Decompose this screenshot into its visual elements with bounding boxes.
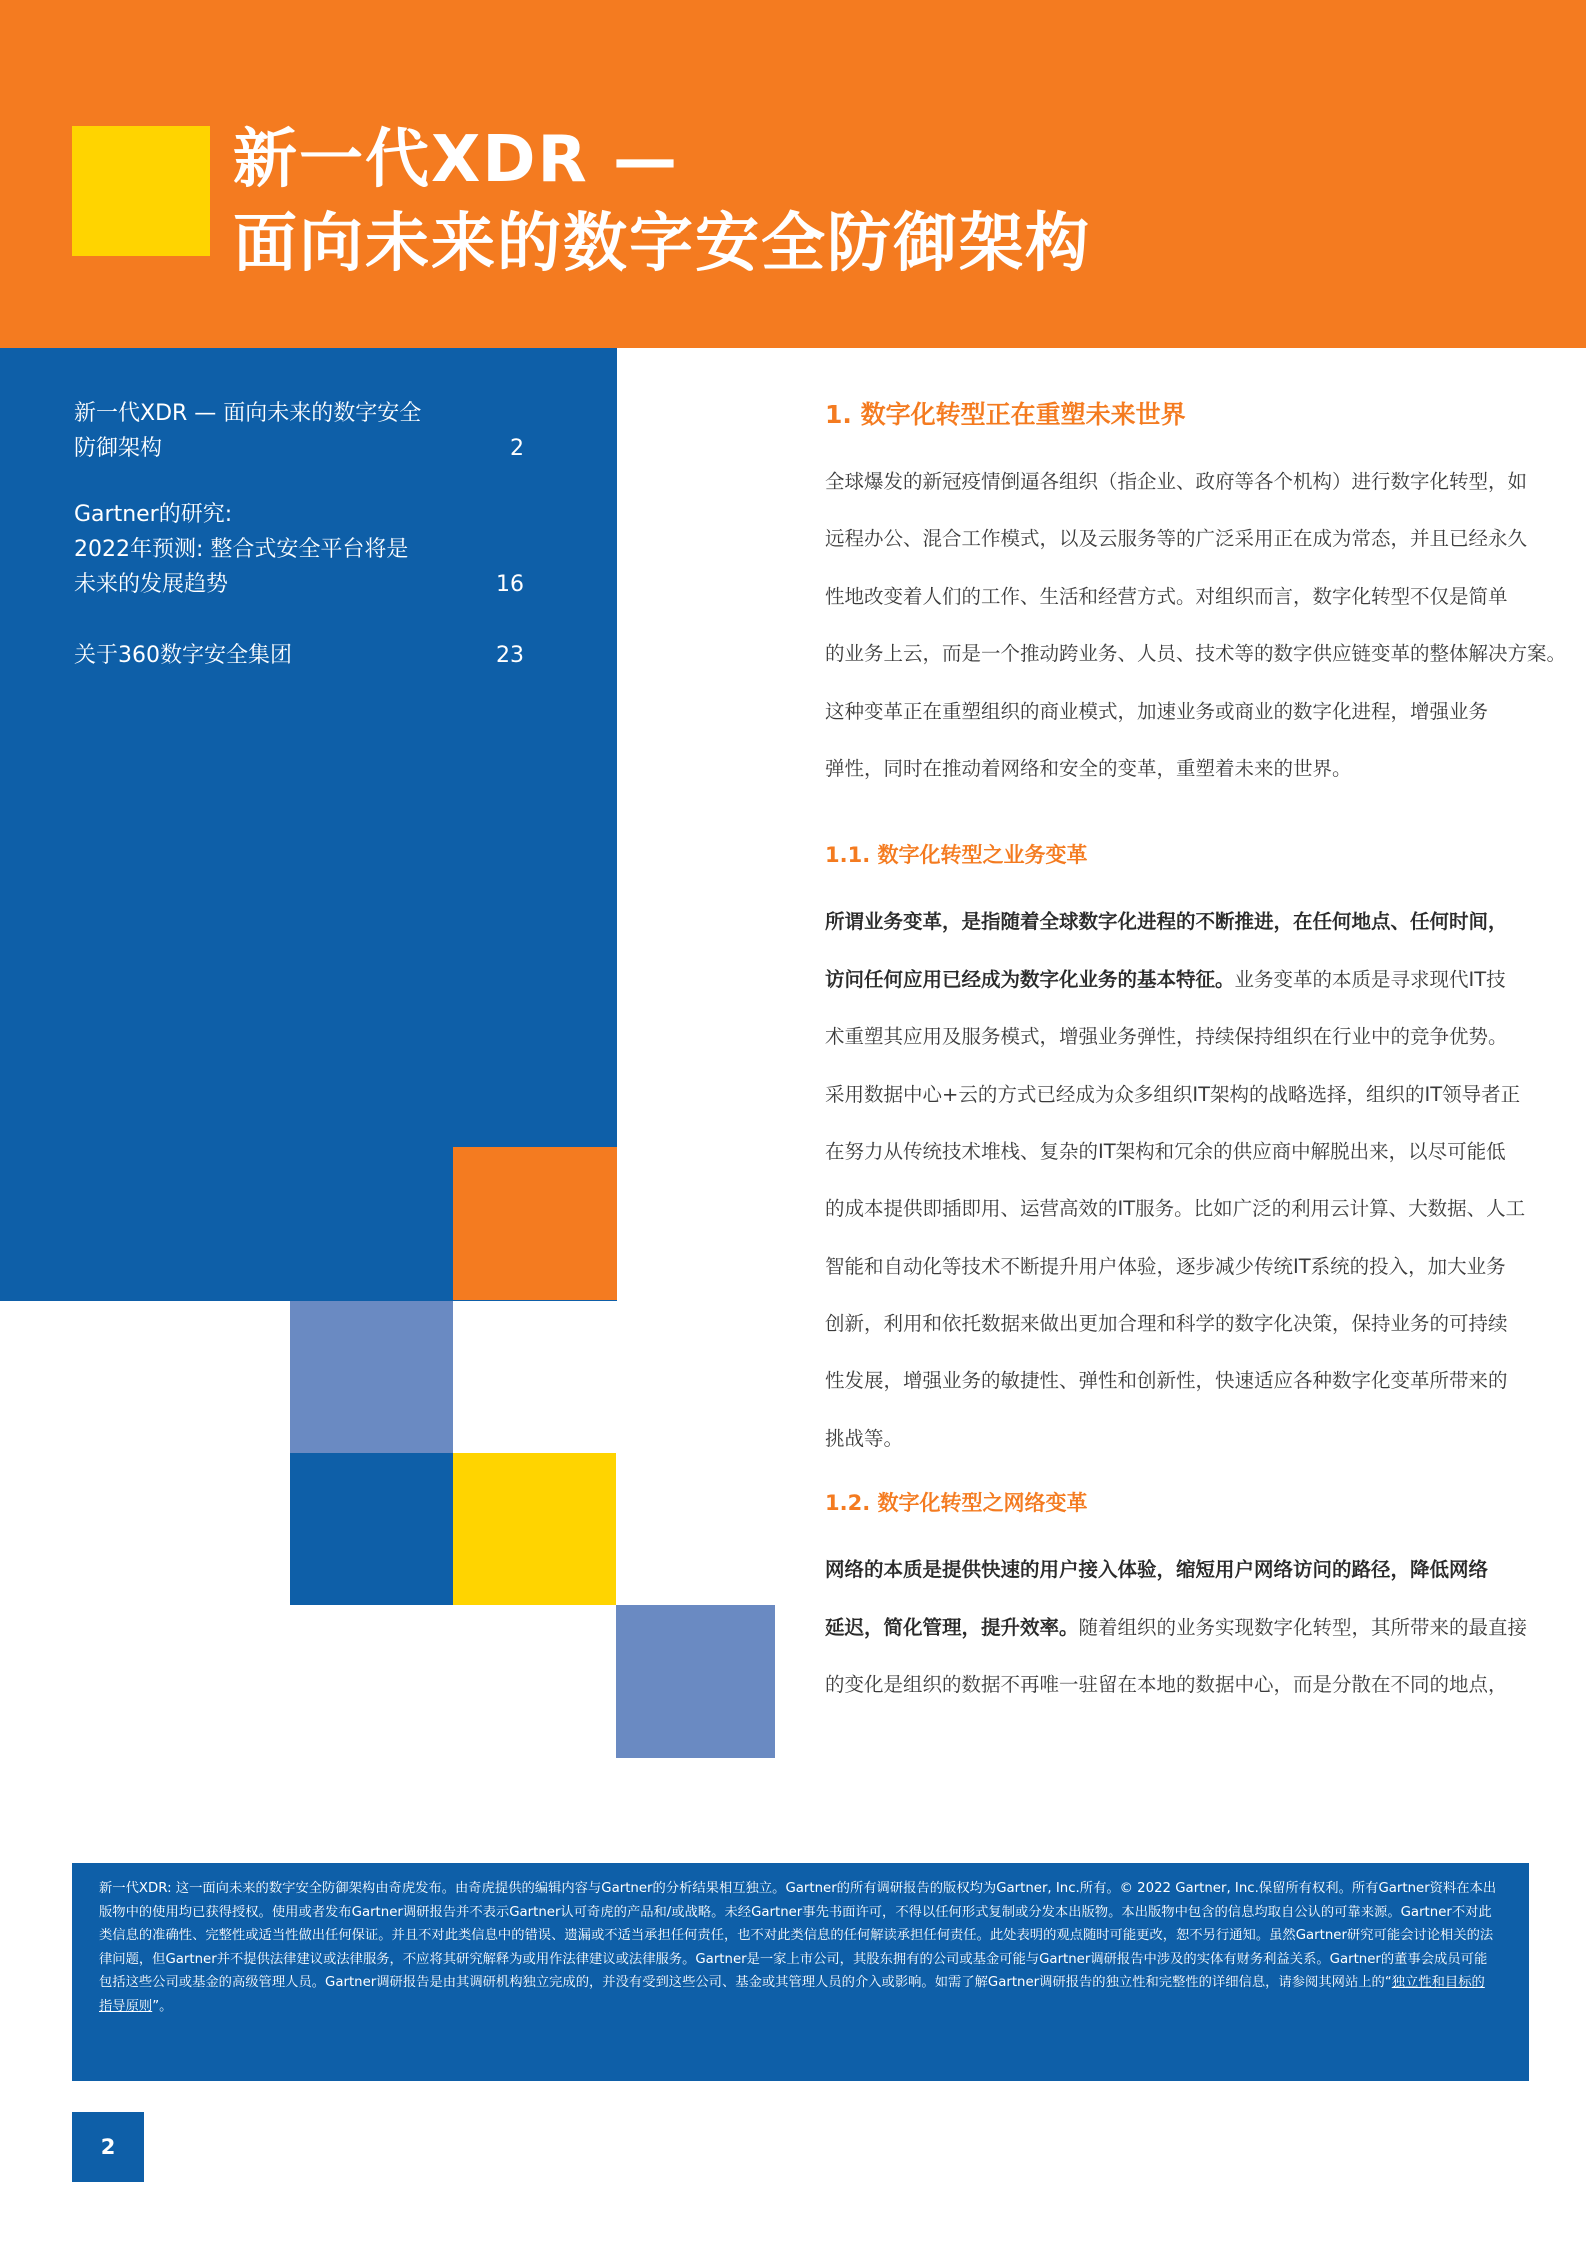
bold-lead: 访问任何应用已经成为数字化业务的基本特征。 <box>825 967 1235 991</box>
text-line: 挑战等。 <box>825 1426 904 1450</box>
decor-square-light-blue <box>290 1301 453 1453</box>
text-line: 采用数据中心+云的方式已经成为众多组织IT架构的战略选择，组织的IT领导者正 <box>825 1082 1521 1106</box>
text-line <box>825 893 1530 950</box>
subsection-heading: 1.1. 数字化转型之业务变革 <box>825 843 1088 868</box>
disclaimer-line <box>99 1995 1501 2019</box>
disclaimer-box <box>72 1863 1529 2081</box>
title-line-1: 新一代XDR — <box>233 123 680 197</box>
section-paragraph <box>825 1541 1530 1713</box>
subsection-heading: 1.2. 数字化转型之网络变革 <box>825 1491 1088 1516</box>
text-line <box>825 1599 1530 1656</box>
page-title <box>233 118 1091 286</box>
section-paragraph <box>825 453 1567 797</box>
toc-entry-text: 新一代XDR — 面向未来的数字安全 <box>74 401 422 426</box>
disclaimer-text: 包括这些公司或基金的高级管理人员。Gartner调研报告是由其调研机构独立完成的，并没有受到这些公司、基金或其管理人员的介入或影响。如需了解Gartner调研报告的独立性和完整性的详细信息，请参阅其网站上的“ <box>99 1975 1392 1990</box>
bold-lead: 延迟，简化管理，提升效率。 <box>825 1615 1079 1639</box>
toc-page-number: 23 <box>496 643 524 668</box>
toc-entry-about[interactable] <box>74 638 524 673</box>
text-line: 智能和自动化等技术不断提升用户体验，逐步减少传统IT系统的投入，加大业务 <box>825 1254 1506 1278</box>
text-line: 术重塑其应用及服务模式，增强业务弹性，持续保持组织在行业中的竞争优势。 <box>825 1025 1508 1049</box>
disclaimer-line: 律问题，但Gartner并不提供法律建议或法律服务，不应将其研究解释为或用作法律建议或法律服务。Gartner是一家上市公司，其股东拥有的公司或基金可能与Gartner调研报告中涉及的实体有财务利益关系。Gartner的董事会成员可能 <box>99 1951 1488 1967</box>
text-line: 在努力从传统技术堆栈、复杂的IT架构和冗余的供应商中解脱出来，以尽可能低 <box>825 1139 1506 1163</box>
decor-square-yellow <box>453 1453 616 1605</box>
text-line: 弹性，同时在推动着网络和安全的变革，重塑着未来的世界。 <box>825 756 1352 780</box>
main-content <box>825 395 1567 1713</box>
text-line: 的业务上云，而是一个推动跨业务、人员、技术等的数字供应链变革的整体解决方案。 <box>825 642 1567 666</box>
bold-lead: 网络的本质是提供快速的用户接入体验，缩短用户网络访问的路径，降低网络 <box>825 1558 1489 1582</box>
text-line: 性地改变着人们的工作、生活和经营方式。对组织而言，数字化转型不仅是简单 <box>825 584 1508 608</box>
disclaimer-line: 类信息的准确性、完整性或适当性做出任何保证。并且不对此类信息中的错误、遗漏或不适当承担任何责任，也不对此类信息的任何解读承担任何责任。此处表明的观点随时可能更改，恕不另行通知。虽然Gartner研究可能会讨论相关的法 <box>99 1928 1494 1943</box>
text-line: 创新，利用和依托数据来做出更加合理和科学的数字化决策，保持业务的可持续 <box>825 1312 1508 1336</box>
text-line <box>825 951 1530 1008</box>
decor-square-blue <box>290 1453 453 1605</box>
disclaimer-line: 新一代XDR: 这一面向未来的数字安全防御架构由奇虎发布。由奇虎提供的编辑内容与Gartner的分析结果相互独立。Gartner的所有调研报告的版权均为Gartner, Inc.所有。© 2022 Gartner, Inc.保留所有权利。所有Gartner资料在本出 <box>99 1881 1497 1896</box>
text-line: 的成本提供即插即用、运营高效的IT服务。比如广泛的利用云计算、大数据、人工 <box>825 1197 1526 1221</box>
text-line: 全球爆发的新冠疫情倒逼各组织（指企业、政府等各个机构）进行数字化转型，如 <box>825 470 1528 493</box>
text-line: 远程办公、混合工作模式，以及云服务等的广泛采用正在成为常态，并且已经永久 <box>825 527 1528 551</box>
toc-entry-xdr[interactable] <box>74 396 524 466</box>
toc-entry-text: 未来的发展趋势 <box>74 572 229 597</box>
toc-entry-text: Gartner的研究: <box>74 502 233 527</box>
text-run: 业务变革的本质是寻求现代IT技 <box>1234 967 1506 991</box>
section-paragraph <box>825 893 1530 1467</box>
text-line: 性发展，增强业务的敏捷性、弹性和创新性，快速适应各种数字化变革所带来的 <box>825 1369 1508 1393</box>
toc-entry-text: 2022年预测: 整合式安全平台将是 <box>74 537 409 562</box>
guidelines-link[interactable]: 独立性和目标的 <box>1391 1975 1485 1990</box>
text-line: 这种变革正在重塑组织的商业模式，加速业务或商业的数字化进程，增强业务 <box>825 699 1489 723</box>
bold-lead: 所谓业务变革，是指随着全球数字化进程的不断推进，在任何地点、任何时间， <box>825 910 1508 934</box>
section-heading: 1. 数字化转型正在重塑未来世界 <box>825 400 1186 429</box>
page-number: 2 <box>72 2112 144 2182</box>
text-run: 随着组织的业务实现数字化转型，其所带来的最直接 <box>1078 1615 1528 1639</box>
disclaimer-tail: ”。 <box>152 1998 173 2014</box>
decor-square-orange <box>453 1147 617 1300</box>
text-line: 的变化是组织的数据不再唯一驻留在本地的数据中心，而是分散在不同的地点， <box>825 1673 1508 1697</box>
header-yellow-square <box>72 126 210 256</box>
toc-entry-text: 关于360数字安全集团 <box>74 643 292 668</box>
title-line-2: 面向未来的数字安全防御架构 <box>233 207 1091 281</box>
disclaimer-line: 版物中的使用均已获得授权。使用或者发布Gartner调研报告并不表示Gartner认可奇虎的产品和/或战略。未经Gartner事先书面许可，不得以任何形式复制或分发本出版物。本出版物中包含的信息均取自公认的可靠来源。Gartner不对此 <box>99 1904 1492 1920</box>
text-line <box>825 1541 1530 1598</box>
toc-entry-gartner[interactable] <box>74 497 524 602</box>
disclaimer-line <box>99 1971 1501 1995</box>
decor-square-light-blue-2 <box>616 1605 775 1758</box>
toc-page-number: 16 <box>496 572 524 597</box>
toc-page-number: 2 <box>510 436 524 461</box>
guidelines-link-cont[interactable]: 指导原则 <box>99 1998 153 2014</box>
toc-entry-text: 防御架构 <box>74 436 163 461</box>
header-band <box>0 0 1586 348</box>
